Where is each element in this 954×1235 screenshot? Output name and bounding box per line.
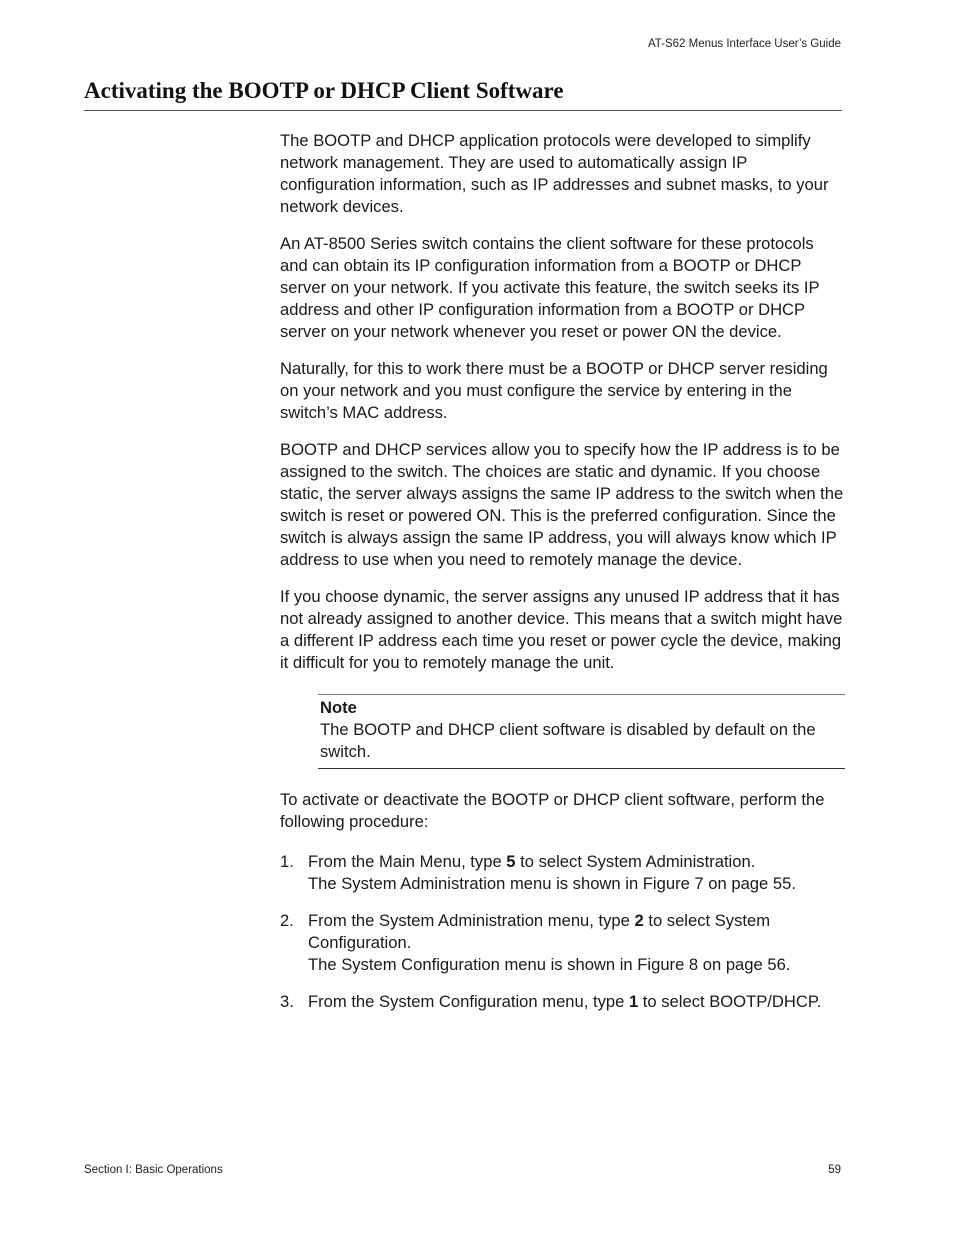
title-rule: [84, 110, 842, 111]
procedure-step: [280, 910, 845, 976]
body-column: [280, 130, 845, 1027]
procedure-intro: To activate or deactivate the BOOTP or DHCP client software, perform the following procedure:: [280, 790, 825, 831]
running-header: AT-S62 Menus Interface User’s Guide: [647, 38, 841, 50]
paragraph: Naturally, for this to work there must be a BOOTP or DHCP server residing on your network and you must configure the service by entering in the switch’s MAC address.: [280, 359, 828, 422]
menu-key: 1: [628, 992, 639, 1011]
menu-key: 2: [634, 911, 644, 930]
note-label: Note: [320, 698, 357, 717]
step-note: The System Configuration menu is shown in Figure 8 on page 56.: [308, 955, 791, 974]
procedure-step: [280, 851, 845, 895]
menu-key: 5: [506, 852, 516, 871]
step-number: 1.: [280, 852, 294, 871]
paragraph: The BOOTP and DHCP application protocols were developed to simplify network management. They are used to automatically assign IP configuration information, such as IP addresses and subnet masks, to your network devices.: [280, 131, 829, 216]
paragraph: BOOTP and DHCP services allow you to specify how the IP address is to be assigned to the switch. The choices are static and dynamic. If you choose static, the server always assigns the same IP address to the switch when the switch is reset or powered ON. This is the preferred configuration. Since the switch is always assign the same IP address, you will always know which IP address to use when you need to remotely manage the device.: [280, 440, 844, 569]
note-text: The BOOTP and DHCP client software is disabled by default on the switch.: [320, 720, 816, 761]
page-number: 59: [828, 1164, 841, 1176]
step-text: From the System Administration menu, type 2 to select System Configuration.: [308, 911, 771, 952]
procedure-steps: [280, 851, 845, 1013]
step-number: 3.: [280, 992, 294, 1011]
paragraph: An AT-8500 Series switch contains the client software for these protocols and can obtain its IP configuration information from a BOOTP or DHCP server on your network. If you activate this feature, the switch seeks its IP address and other IP configuration information from a BOOTP or DHCP server on your network whenever you reset or power ON the device.: [280, 234, 820, 341]
note-box: [318, 694, 845, 769]
footer-section: Section I: Basic Operations: [84, 1164, 223, 1176]
procedure-step: [280, 991, 845, 1013]
step-note: The System Administration menu is shown in Figure 7 on page 55.: [308, 874, 796, 893]
paragraph: If you choose dynamic, the server assigns any unused IP address that it has not already assigned to another device. This means that a switch might have a different IP address each time you reset or power cycle the device, making it difficult for you to remotely manage the unit.: [280, 587, 843, 672]
step-text: From the Main Menu, type 5 to select System Administration.: [308, 852, 756, 871]
step-text: From the System Configuration menu, type 1 to select BOOTP/DHCP.: [308, 992, 822, 1011]
step-number: 2.: [280, 911, 294, 930]
section-title: Activating the BOOTP or DHCP Client Software: [84, 78, 564, 103]
